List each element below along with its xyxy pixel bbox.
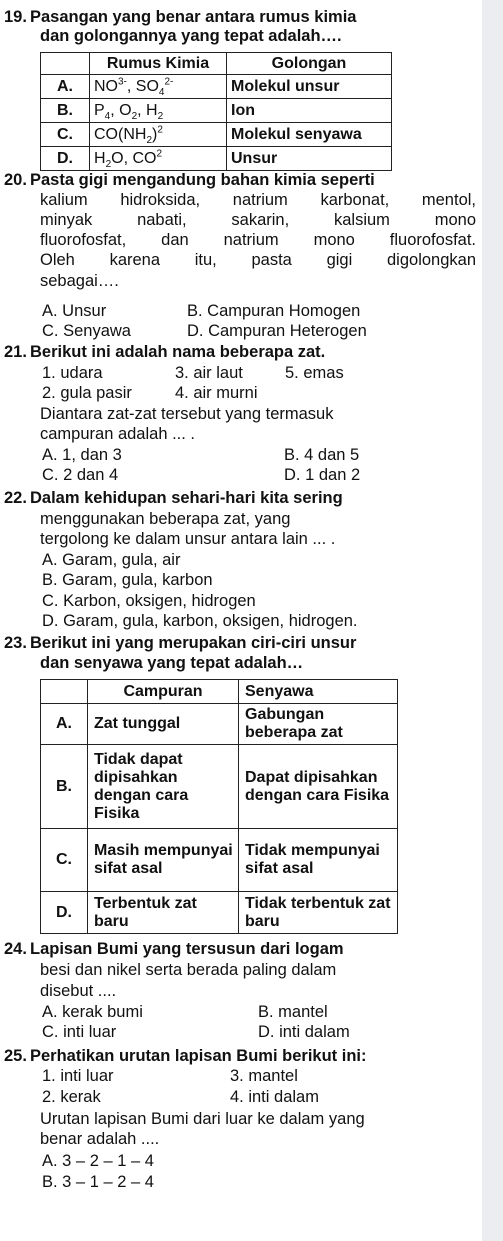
option-c[interactable]: C. Senyawa bbox=[42, 322, 131, 340]
question-number: 19. bbox=[4, 8, 27, 26]
question-25 bbox=[4, 1047, 366, 1066]
list-item: 1. udara bbox=[42, 364, 103, 382]
list-item: 4. air murni bbox=[175, 384, 258, 402]
formula-cell: $NO^{3-}$, $SO_4^{2-}$ bbox=[90, 75, 227, 99]
question-text: Diantara zat-zat tersebut yang termasuk bbox=[40, 405, 334, 423]
option-d[interactable]: D. Garam, gula, karbon, oksigen, hidrogen. bbox=[42, 612, 358, 630]
list-item: 3. mantel bbox=[230, 1067, 298, 1085]
list-item: 3. air laut bbox=[175, 364, 243, 382]
group-cell: Molekul senyawa bbox=[227, 123, 392, 147]
option-b[interactable]: B. Garam, gula, karbon bbox=[42, 571, 213, 589]
question-text: besi dan nikel serta berada paling dalam bbox=[40, 961, 337, 979]
list-item: 5. emas bbox=[285, 364, 344, 382]
question-text: minyak nabati, sakarin, kalsium mono bbox=[40, 211, 476, 229]
option-c[interactable]: C. Karbon, oksigen, hidrogen bbox=[42, 592, 256, 610]
question-22 bbox=[4, 489, 343, 508]
header-mixture: Campuran bbox=[88, 680, 239, 704]
formula-cell: $P_4$, $O_2$, $H_2$ bbox=[90, 99, 227, 123]
group-cell: Unsur bbox=[227, 147, 392, 171]
question-number: 21. bbox=[4, 343, 27, 361]
header-compound: Senyawa bbox=[239, 680, 398, 704]
mixture-cell: Terbentuk zat baru bbox=[88, 892, 239, 934]
option-d[interactable]: D. Campuran Heterogen bbox=[187, 322, 367, 340]
option-a[interactable]: A. kerak bumi bbox=[42, 1003, 143, 1021]
formula-table bbox=[40, 52, 392, 171]
row-label: D. bbox=[41, 147, 90, 171]
mixture-cell: Masih mempunyai sifat asal bbox=[88, 829, 239, 892]
row-label: B. bbox=[41, 745, 88, 829]
question-text: kalium hidroksida, natrium karbonat, mentol, bbox=[40, 191, 476, 209]
question-text: dan senyawa yang tepat adalah… bbox=[40, 654, 304, 672]
formula-cell: $H_2O$, $CO^2$ bbox=[90, 147, 227, 171]
question-number: 22. bbox=[4, 489, 27, 507]
question-text: sebagai…. bbox=[40, 272, 119, 290]
option-b[interactable]: B. Campuran Homogen bbox=[187, 302, 361, 320]
comparison-table bbox=[40, 679, 398, 934]
table-row bbox=[41, 704, 398, 745]
table-row bbox=[41, 892, 398, 934]
row-label: C. bbox=[41, 829, 88, 892]
option-d[interactable]: D. 1 dan 2 bbox=[284, 466, 361, 484]
question-number: 20. bbox=[4, 171, 27, 189]
question-text: Dalam kehidupan sehari-hari kita sering bbox=[30, 489, 343, 507]
row-label: D. bbox=[41, 892, 88, 934]
option-a[interactable]: A. Garam, gula, air bbox=[42, 551, 181, 569]
row-label: B. bbox=[41, 99, 90, 123]
question-text: Berikut ini yang merupakan ciri-ciri unsur bbox=[30, 634, 357, 652]
list-item: 2. gula pasir bbox=[42, 384, 132, 402]
table-row bbox=[41, 75, 392, 99]
option-b[interactable]: B. mantel bbox=[258, 1003, 328, 1021]
question-text: Pasangan yang benar antara rumus kimia bbox=[30, 8, 357, 26]
question-text: fluorofosfat, dan natrium mono fluorofosfat. bbox=[40, 231, 476, 249]
row-label: C. bbox=[41, 123, 90, 147]
question-text: Pasta gigi mengandung bahan kimia seperti bbox=[30, 171, 375, 189]
question-text: Berikut ini adalah nama beberapa zat. bbox=[30, 343, 326, 361]
option-d[interactable]: D. inti dalam bbox=[258, 1023, 350, 1041]
list-item: 1. inti luar bbox=[42, 1067, 114, 1085]
compound-cell: Dapat dipisahkan dengan cara Fisika bbox=[239, 745, 398, 829]
question-text: benar adalah .... bbox=[40, 1130, 160, 1148]
table-row bbox=[41, 829, 398, 892]
mixture-cell: Zat tunggal bbox=[88, 704, 239, 745]
group-cell: Molekul unsur bbox=[227, 75, 392, 99]
question-text: dan golongannya yang tepat adalah…. bbox=[40, 27, 342, 45]
option-c[interactable]: C. inti luar bbox=[42, 1023, 117, 1041]
question-21 bbox=[4, 343, 325, 362]
list-item: 4. inti dalam bbox=[230, 1088, 319, 1106]
header-group: Golongan bbox=[227, 53, 392, 75]
option-a[interactable]: A. 1, dan 3 bbox=[42, 446, 122, 464]
option-a[interactable]: A. 3 – 2 – 1 – 4 bbox=[42, 1152, 154, 1170]
question-text: campuran adalah ... . bbox=[40, 425, 196, 443]
formula-cell: $CO(NH_2)^2$ bbox=[90, 123, 227, 147]
option-b[interactable]: B. 3 – 1 – 2 – 4 bbox=[42, 1173, 154, 1191]
question-number: 25. bbox=[4, 1047, 27, 1065]
row-label: A. bbox=[41, 75, 90, 99]
option-c[interactable]: C. 2 dan 4 bbox=[42, 466, 119, 484]
option-a[interactable]: A. Unsur bbox=[42, 302, 107, 320]
question-23 bbox=[4, 634, 356, 653]
question-text: Urutan lapisan Bumi dari luar ke dalam yang bbox=[40, 1110, 365, 1128]
question-number: 24. bbox=[4, 940, 27, 958]
compound-cell: Tidak mempunyai sifat asal bbox=[239, 829, 398, 892]
question-number: 23. bbox=[4, 634, 27, 652]
question-24 bbox=[4, 940, 344, 959]
group-cell: Ion bbox=[227, 99, 392, 123]
table-row bbox=[41, 745, 398, 829]
question-text: Perhatikan urutan lapisan Bumi berikut ini: bbox=[30, 1047, 367, 1065]
table-corner bbox=[41, 53, 90, 75]
row-label: A. bbox=[41, 704, 88, 745]
table-row bbox=[41, 99, 392, 123]
compound-cell: Gabungan beberapa zat bbox=[239, 704, 398, 745]
question-text: tergolong ke dalam unsur antara lain ... . bbox=[40, 530, 336, 548]
question-19 bbox=[4, 8, 356, 27]
question-text: disebut .... bbox=[40, 982, 117, 1000]
table-corner bbox=[41, 680, 88, 704]
header-formula: Rumus Kimia bbox=[90, 53, 227, 75]
list-item: 2. kerak bbox=[42, 1088, 101, 1106]
question-text: Lapisan Bumi yang tersusun dari logam bbox=[30, 940, 344, 958]
side-margin bbox=[482, 0, 503, 1241]
mixture-cell: Tidak dapat dipisahkan dengan cara Fisika bbox=[88, 745, 239, 829]
table-row bbox=[41, 147, 392, 171]
question-text: Oleh karena itu, pasta gigi digolongkan bbox=[40, 251, 476, 269]
option-b[interactable]: B. 4 dan 5 bbox=[284, 446, 360, 464]
table-row bbox=[41, 123, 392, 147]
question-20 bbox=[4, 171, 375, 190]
compound-cell: Tidak terbentuk zat baru bbox=[239, 892, 398, 934]
question-text: menggunakan beberapa zat, yang bbox=[40, 510, 291, 528]
